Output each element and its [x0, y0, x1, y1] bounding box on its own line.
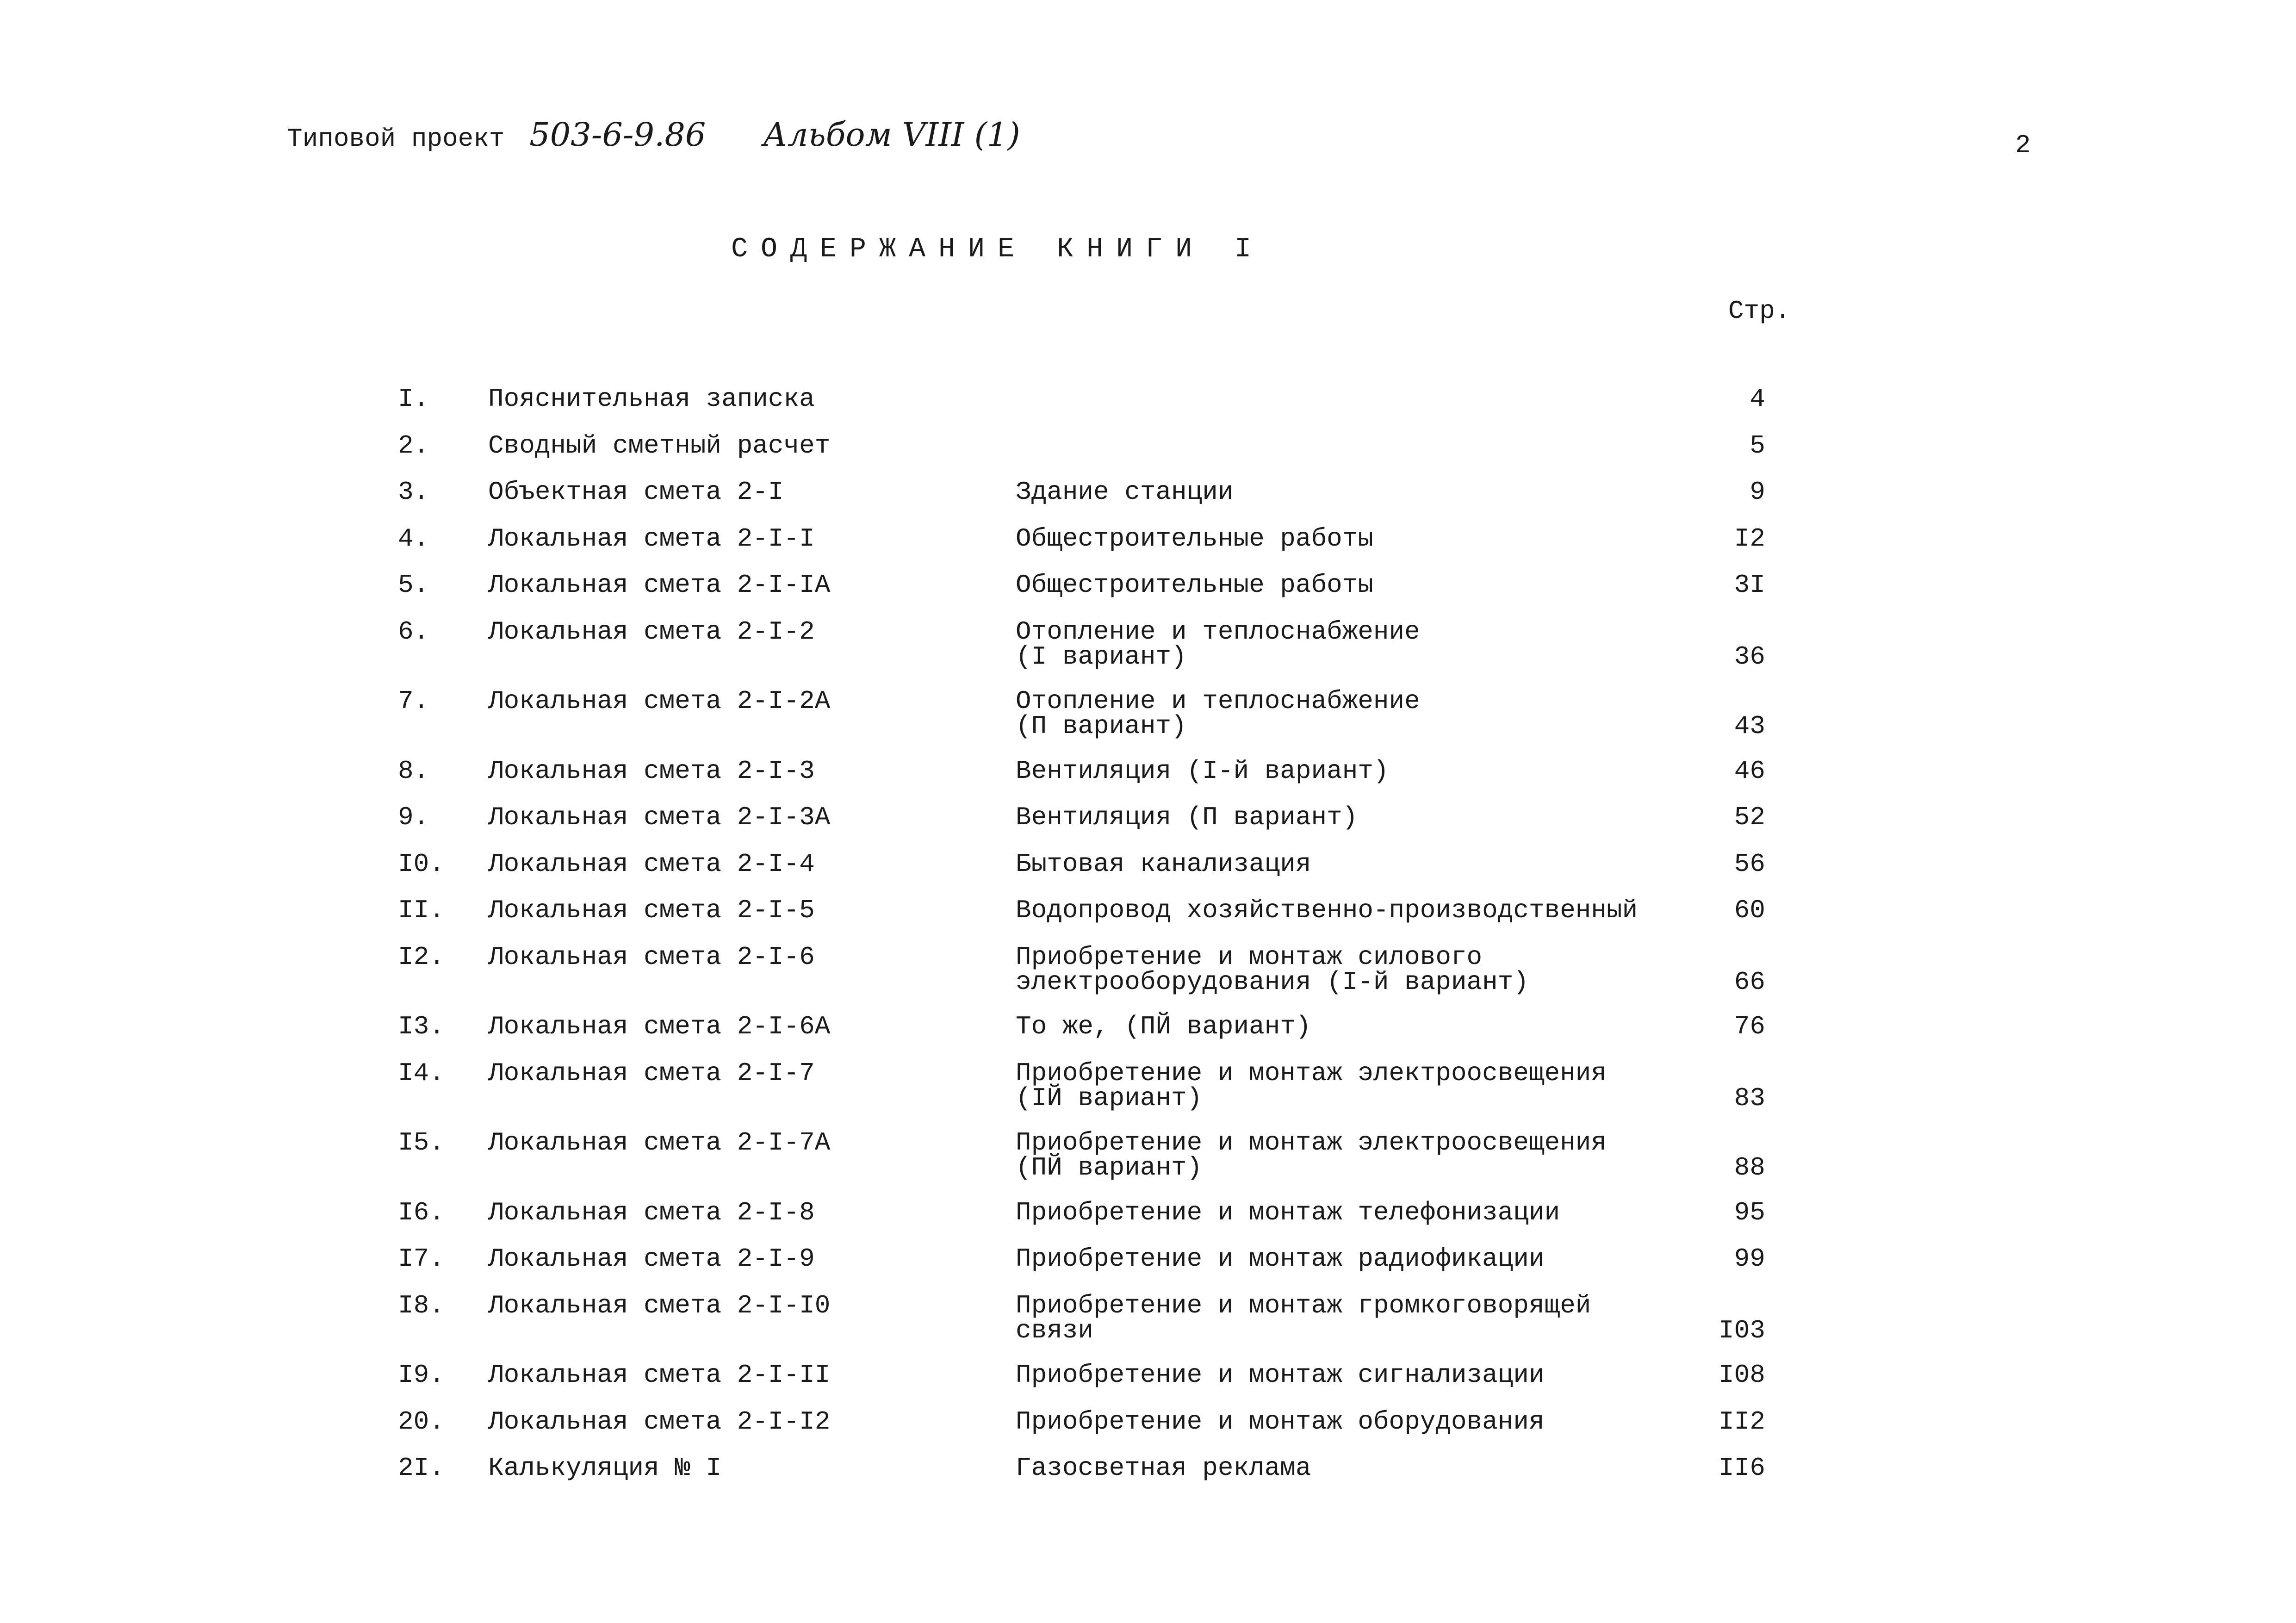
- page-number: 2: [2015, 131, 2031, 160]
- toc-row-number: 6.: [398, 617, 429, 647]
- toc-row-description: Вентиляция (I-й вариант): [1016, 756, 1389, 786]
- toc-row-document: Локальная смета 2-I-I0: [488, 1291, 831, 1320]
- toc-row-page: II6: [1719, 1453, 1765, 1483]
- toc-row-page: 66: [1734, 967, 1765, 997]
- toc-row-description: Общестроительные работы: [1016, 524, 1373, 553]
- toc-row-page: 76: [1734, 1012, 1765, 1041]
- toc-row-document: Локальная смета 2-I-II: [488, 1360, 831, 1390]
- toc-row-number: 4.: [398, 524, 429, 553]
- toc-row-page: 88: [1734, 1153, 1765, 1182]
- toc-row-description: Вентиляция (П вариант): [1016, 802, 1358, 832]
- toc-row-document: Локальная смета 2-I-7: [488, 1058, 815, 1088]
- toc-row-number: 2.: [398, 431, 429, 460]
- album-number: Альбом VIII (1): [763, 116, 1020, 154]
- toc-row-number: I9.: [398, 1360, 445, 1390]
- page-title: СОДЕРЖАНИЕ КНИГИ I: [731, 234, 1265, 265]
- toc-row-page: 95: [1734, 1198, 1765, 1227]
- header-label: Типовой проект: [287, 124, 505, 154]
- toc-row-page: 43: [1734, 711, 1765, 741]
- toc-row-document: Локальная смета 2-I-3A: [488, 802, 831, 832]
- header: [287, 116, 1020, 154]
- toc-row-number: I4.: [398, 1058, 445, 1088]
- toc-row-description: Бытовая канализация: [1016, 849, 1311, 879]
- toc-row-document: Локальная смета 2-I-6: [488, 942, 815, 972]
- toc-row-page: I08: [1719, 1360, 1765, 1390]
- toc-row-document: Локальная смета 2-I-I2: [488, 1407, 831, 1436]
- toc-row-number: 8.: [398, 756, 429, 786]
- toc-row-page: 83: [1734, 1083, 1765, 1113]
- toc-row-number: 2I.: [398, 1453, 445, 1483]
- toc-row-document: Калькуляция № I: [488, 1453, 722, 1483]
- toc-row-page: 4: [1750, 384, 1765, 414]
- toc-row-document: Сводный сметный расчет: [488, 431, 831, 460]
- toc-row-description: Приобретение и монтаж силового электрооборудования (I-й вариант): [1016, 942, 1529, 997]
- toc-row-page: 99: [1734, 1244, 1765, 1274]
- toc-row-number: 9.: [398, 802, 429, 832]
- toc-row-description: Отопление и теплоснабжение (I вариант): [1016, 617, 1420, 672]
- toc-row-number: I.: [398, 384, 429, 414]
- toc-row-number: 7.: [398, 686, 429, 716]
- toc-row-page: 56: [1734, 849, 1765, 879]
- toc-row-number: I5.: [398, 1128, 445, 1157]
- toc-row-number: 3.: [398, 477, 429, 507]
- page-column-label: Стр.: [1728, 296, 1791, 326]
- toc-row-page: 36: [1734, 642, 1765, 672]
- toc-row-description: Приобретение и монтаж громкоговорящей связи: [1016, 1291, 1591, 1345]
- toc-row-document: Локальная смета 2-I-3: [488, 756, 815, 786]
- project-code: 503-6-9.86: [529, 116, 706, 154]
- toc-row-page: I2: [1734, 524, 1765, 553]
- toc-row-description: Отопление и теплоснабжение (П вариант): [1016, 686, 1420, 741]
- toc-row-document: Локальная смета 2-I-IA: [488, 570, 831, 600]
- toc-row-description: Приобретение и монтаж радиофикации: [1016, 1244, 1545, 1274]
- toc-row-number: I2.: [398, 942, 445, 972]
- toc-row-page: II2: [1719, 1407, 1765, 1436]
- toc-row-document: Локальная смета 2-I-5: [488, 895, 815, 925]
- toc-row-description: Приобретение и монтаж электроосвещения (IЙ вариант): [1016, 1058, 1607, 1113]
- toc-row-page: 60: [1734, 895, 1765, 925]
- toc-row-document: Локальная смета 2-I-7A: [488, 1128, 831, 1157]
- toc-row-number: I3.: [398, 1012, 445, 1041]
- toc-row-number: II.: [398, 895, 445, 925]
- toc-row-document: Локальная смета 2-I-9: [488, 1244, 815, 1274]
- toc-row-document: Локальная смета 2-I-8: [488, 1198, 815, 1227]
- toc-row-page: 9: [1750, 477, 1765, 507]
- toc-row-document: Локальная смета 2-I-4: [488, 849, 815, 879]
- toc-row-page: I03: [1719, 1316, 1765, 1345]
- toc-row-description: Приобретение и монтаж электроосвещения (ПЙ вариант): [1016, 1128, 1607, 1182]
- toc-row-document: Локальная смета 2-I-I: [488, 524, 815, 553]
- toc-row-description: Приобретение и монтаж оборудования: [1016, 1407, 1545, 1436]
- toc-row-description: Водопровод хозяйственно-производственный: [1016, 895, 1638, 925]
- toc-row-page: 3I: [1734, 570, 1765, 600]
- toc-row-document: Локальная смета 2-I-2A: [488, 686, 831, 716]
- toc-row-page: 46: [1734, 756, 1765, 786]
- toc-row-number: I6.: [398, 1198, 445, 1227]
- toc-row-number: 5.: [398, 570, 429, 600]
- toc-row-description: Газосветная реклама: [1016, 1453, 1311, 1483]
- toc-row-description: Общестроительные работы: [1016, 570, 1373, 600]
- toc-row-description: То же, (ПЙ вариант): [1016, 1012, 1311, 1041]
- toc-row-document: Пояснительная записка: [488, 384, 815, 414]
- toc-row-page: 52: [1734, 802, 1765, 832]
- toc-row-document: Объектная смета 2-I: [488, 477, 784, 507]
- toc-row-number: I0.: [398, 849, 445, 879]
- toc-row-document: Локальная смета 2-I-6A: [488, 1012, 831, 1041]
- toc-row-page: 5: [1750, 431, 1765, 460]
- toc-row-description: Приобретение и монтаж телефонизации: [1016, 1198, 1560, 1227]
- toc-row-number: I8.: [398, 1291, 445, 1320]
- toc-row-document: Локальная смета 2-I-2: [488, 617, 815, 647]
- toc-row-description: Приобретение и монтаж сигнализации: [1016, 1360, 1545, 1390]
- toc-row-number: I7.: [398, 1244, 445, 1274]
- toc-row-description: Здание станции: [1016, 477, 1234, 507]
- toc-row-number: 20.: [398, 1407, 445, 1436]
